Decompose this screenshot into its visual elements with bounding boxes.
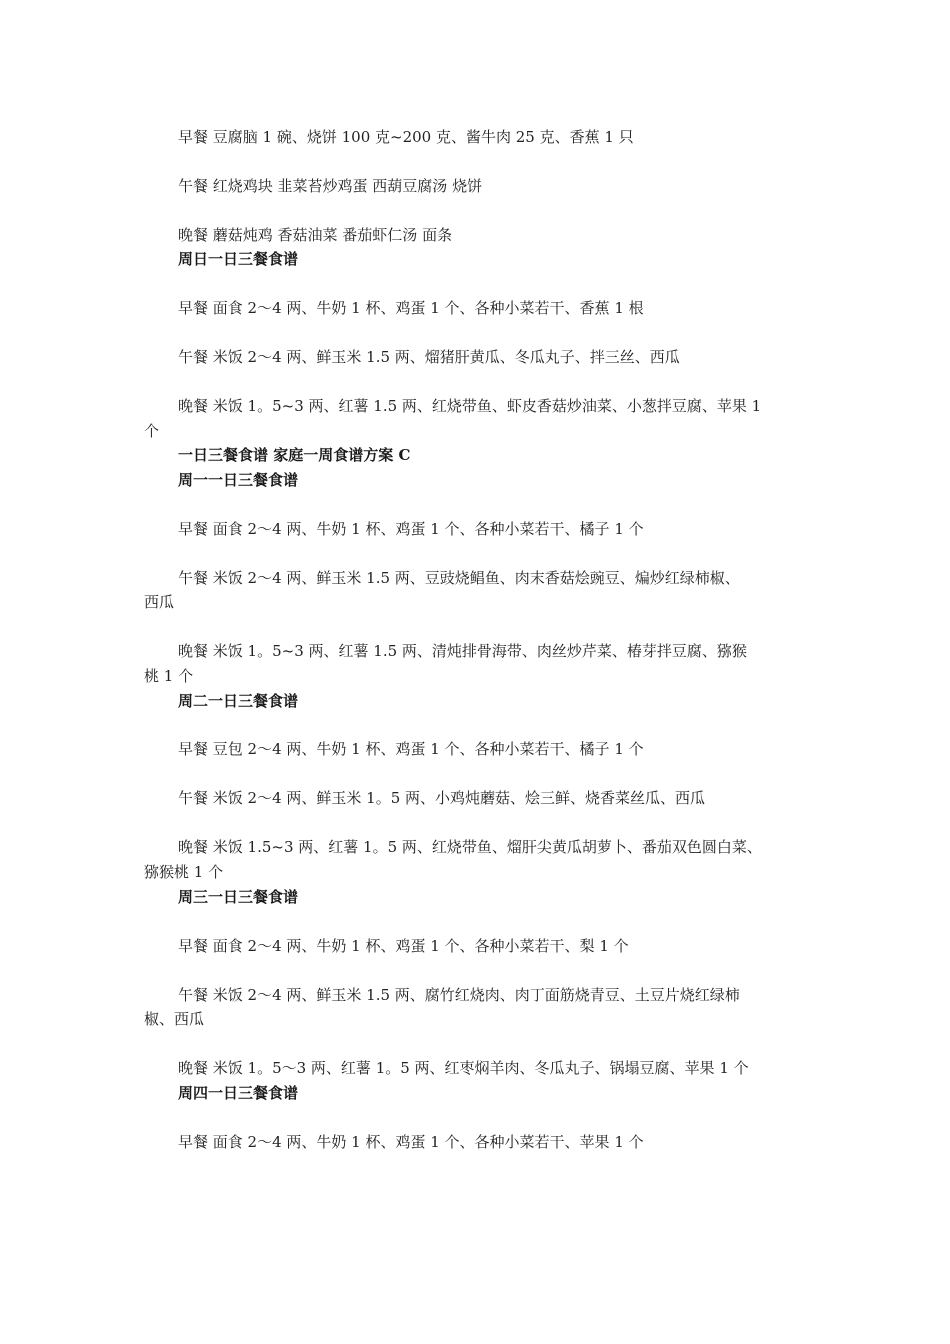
menu-line-breakfast: 早餐 面食 2～4 两、牛奶 1 杯、鸡蛋 1 个、各种小菜若干、梨 1 个 <box>178 937 629 955</box>
menu-line-dinner: 晚餐 蘑菇炖鸡 香菇油菜 番茄虾仁汤 面条 <box>178 226 453 244</box>
menu-line-continuation: 西瓜 <box>144 593 175 611</box>
menu-line-continuation: 椒、西瓜 <box>144 1010 205 1028</box>
plan-title: 一日三餐食谱 家庭一周食谱方案 C <box>178 446 411 464</box>
section-heading-tuesday: 周二一日三餐食谱 <box>178 692 299 710</box>
menu-line-breakfast: 早餐 面食 2～4 两、牛奶 1 杯、鸡蛋 1 个、各种小菜若干、橘子 1 个 <box>178 520 644 538</box>
menu-line-breakfast: 早餐 面食 2～4 两、牛奶 1 杯、鸡蛋 1 个、各种小菜若干、香蕉 1 根 <box>178 299 644 317</box>
menu-line-lunch: 午餐 米饭 2～4 两、鲜玉米 1.5 两、熘猪肝黄瓜、冬瓜丸子、拌三丝、西瓜 <box>178 348 680 366</box>
section-heading-wednesday: 周三一日三餐食谱 <box>178 888 299 906</box>
menu-line-breakfast: 早餐 面食 2～4 两、牛奶 1 杯、鸡蛋 1 个、各种小菜若干、苹果 1 个 <box>178 1133 644 1151</box>
menu-line-lunch: 午餐 米饭 2～4 两、鲜玉米 1。5 两、小鸡炖蘑菇、烩三鲜、烧香菜丝瓜、西瓜 <box>178 789 706 807</box>
menu-line-breakfast: 早餐 豆包 2～4 两、牛奶 1 杯、鸡蛋 1 个、各种小菜若干、橘子 1 个 <box>178 740 644 758</box>
menu-line-lunch: 午餐 红烧鸡块 韭菜苔炒鸡蛋 西葫豆腐汤 烧饼 <box>178 177 483 195</box>
menu-line-dinner: 晚餐 米饭 1。5~3 两、红薯 1.5 两、红烧带鱼、虾皮香菇炒油菜、小葱拌豆腐、苹果 1 <box>178 397 762 415</box>
menu-line-continuation: 桃 1 个 <box>144 667 194 685</box>
menu-line-lunch: 午餐 米饭 2～4 两、鲜玉米 1.5 两、豆豉烧鲳鱼、肉末香菇烩豌豆、煸炒红绿柿椒、 <box>178 569 740 587</box>
menu-line-lunch: 午餐 米饭 2～4 两、鲜玉米 1.5 两、腐竹红烧肉、肉丁面筋烧青豆、土豆片烧红绿柿 <box>178 986 740 1004</box>
menu-line-dinner: 晚餐 米饭 1.5~3 两、红薯 1。5 两、红烧带鱼、熘肝尖黄瓜胡萝卜、番茄双色圆白菜、 <box>178 838 762 856</box>
section-heading-monday: 周一一日三餐食谱 <box>178 471 299 489</box>
menu-line-continuation: 个 <box>144 422 160 440</box>
menu-line-continuation: 猕猴桃 1 个 <box>144 863 224 881</box>
menu-line-dinner: 晚餐 米饭 1。5~3 两、红薯 1.5 两、清炖排骨海带、肉丝炒芹菜、椿芽拌豆腐、猕猴 <box>178 642 747 660</box>
menu-line-breakfast: 早餐 豆腐脑 1 碗、烧饼 100 克~200 克、酱牛肉 25 克、香蕉 1 只 <box>178 128 634 146</box>
section-heading-thursday: 周四一日三餐食谱 <box>178 1084 299 1102</box>
menu-line-dinner: 晚餐 米饭 1。5～3 两、红薯 1。5 两、红枣焖羊肉、冬瓜丸子、锅塌豆腐、苹果 1 个 <box>178 1059 749 1077</box>
section-heading-sunday: 周日一日三餐食谱 <box>178 250 299 268</box>
